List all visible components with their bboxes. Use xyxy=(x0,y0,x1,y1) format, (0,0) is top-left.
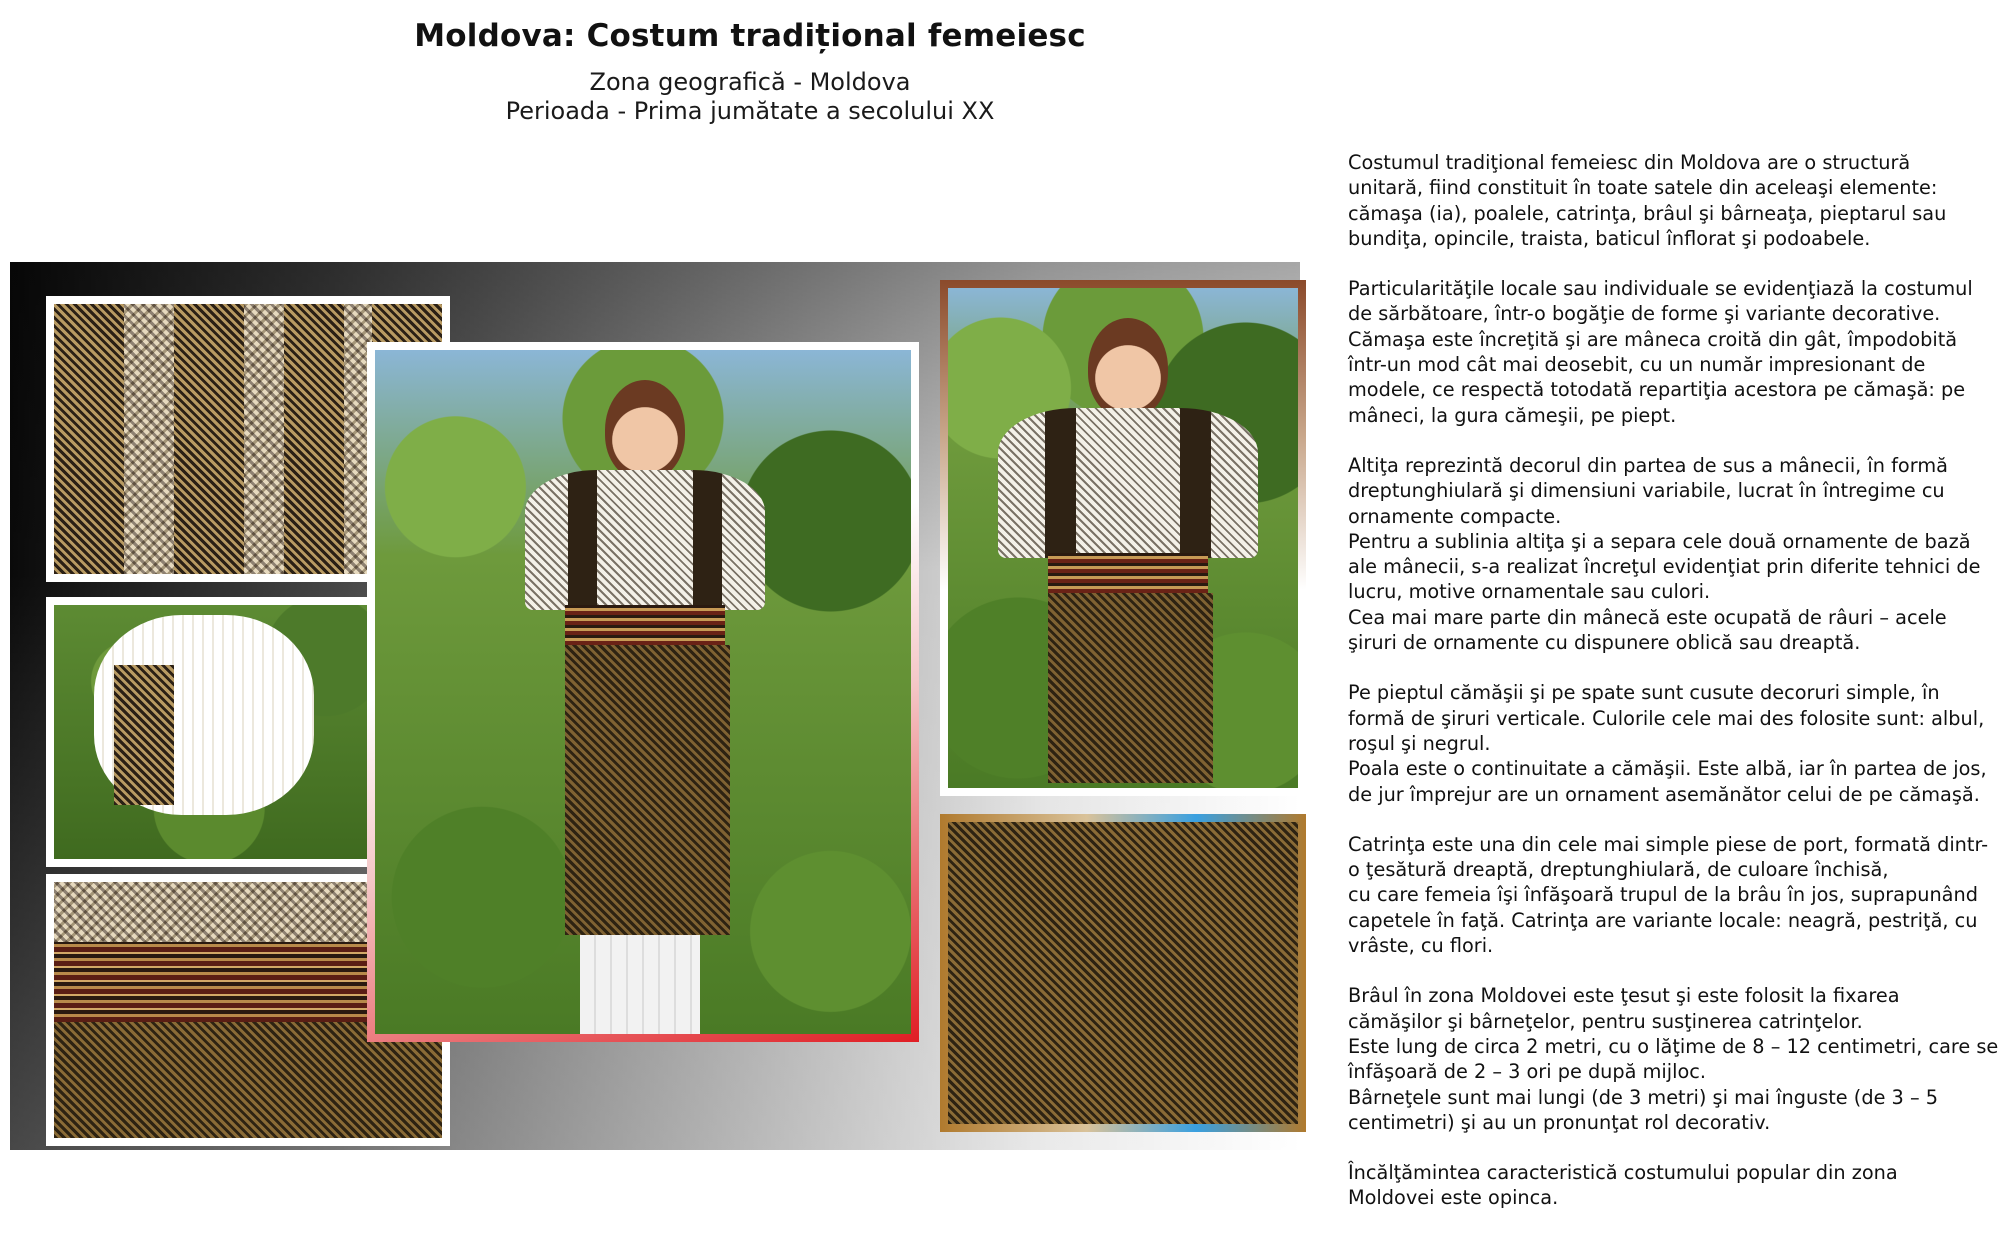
description-paragraph-4: Pe pieptul cămăşii şi pe spate sunt cusute decoruri simple, în formă de şiruri verticale. Culorile cele mai des folosite sunt: albul, roşul şi negrul. Poala este o continuitate a cămăşii. Este albă, iar în partea de jos, de jur împrejur are un ornament asemănător celui de pe cămaşă. xyxy=(1348,681,1987,806)
fabric-texture-image xyxy=(948,822,1298,1124)
description-paragraph-2: Particularităţile locale sau individuale se evidenţiază la costumul de sărbătoare, într-o bogăţie de forme şi variante decorative. Cămaşa este încreţită şi are mâneca croită din gât, împodobită într-un mod cât mai deosebit, cu un număr impresionant de modele, ce respectă totodată repartiţia acestora pe cămaşă: pe mâneci, la gura cămeşii, pe piept. xyxy=(1348,277,1973,427)
period-line: Perioada - Prima jumătate a secolului XX xyxy=(505,97,995,125)
page-header xyxy=(0,18,1500,126)
full-costume-image xyxy=(375,350,911,1034)
photo-fabric-detail xyxy=(940,814,1306,1132)
photo-gallery xyxy=(10,262,1300,1150)
description-paragraph-1: Costumul tradiţional femeiesc din Moldova are o structură unitară, fiind constituit în toate satele din aceleaşi elemente: cămaşa (ia), poalele, catrinţa, brâul şi bârneaţa, pieptarul sau bundiţa, opincile, traista, baticul înflorat şi podoabele. xyxy=(1348,151,1947,250)
description-paragraph-3: Altiţa reprezintă decorul din partea de sus a mânecii, în formă dreptunghiulară şi dimensiuni variabile, lucrat în întregime cu ornamente compacte. Pentru a sublinia altiţa şi a separa cele două ornamente de bază ale mânecii, s-a realizat încreţul evidenţiat prin diferite tehnici de lucru, motive ornamentale sau culori. Cea mai mare parte din mânecă este ocupată de râuri – acele şiruri de ornamente cu dispunere oblică sau dreaptă. xyxy=(1348,453,1981,655)
description-paragraph-7: Încălţămintea caracteristică costumului popular din zona Moldovei este opinca. xyxy=(1348,1161,1898,1210)
costume-description xyxy=(1348,150,1999,1236)
description-paragraph-5: Catrinţa este una din cele mai simple piese de port, formată dintr- o ţesătură dreaptă, dreptunghiulară, de culoare închisă, cu care femeia îşi înfăşoară trupul de la brâu în jos, suprapunând capetele în faţă. Catrinţa are variante locale: neagră, pestriţă, cu vrâste, cu flori. xyxy=(1348,832,1989,958)
page-title: Moldova: Costum tradițional femeiesc xyxy=(414,18,1086,54)
photo-full-costume xyxy=(367,342,919,1042)
photo-portrait xyxy=(940,280,1306,796)
description-paragraph-6: Brâul în zona Moldovei este ţesut şi este folosit la fixarea cămăşilor şi bârneţelor, pentru susţinerea catrinţelor. Este lung de circa 2 metri, cu o lăţime de 8 – 12 centimetri, care se înfăşoară de 2 – 3 ori pe după mijloc. Bârneţele sunt mai lungi (de 3 metri) şi mai înguste (de 3 – 5 centimetri) şi au un pronunţat rol decorativ. xyxy=(1348,984,1999,1134)
region-line: Zona geografică - Moldova xyxy=(589,68,911,96)
portrait-image xyxy=(948,288,1298,788)
